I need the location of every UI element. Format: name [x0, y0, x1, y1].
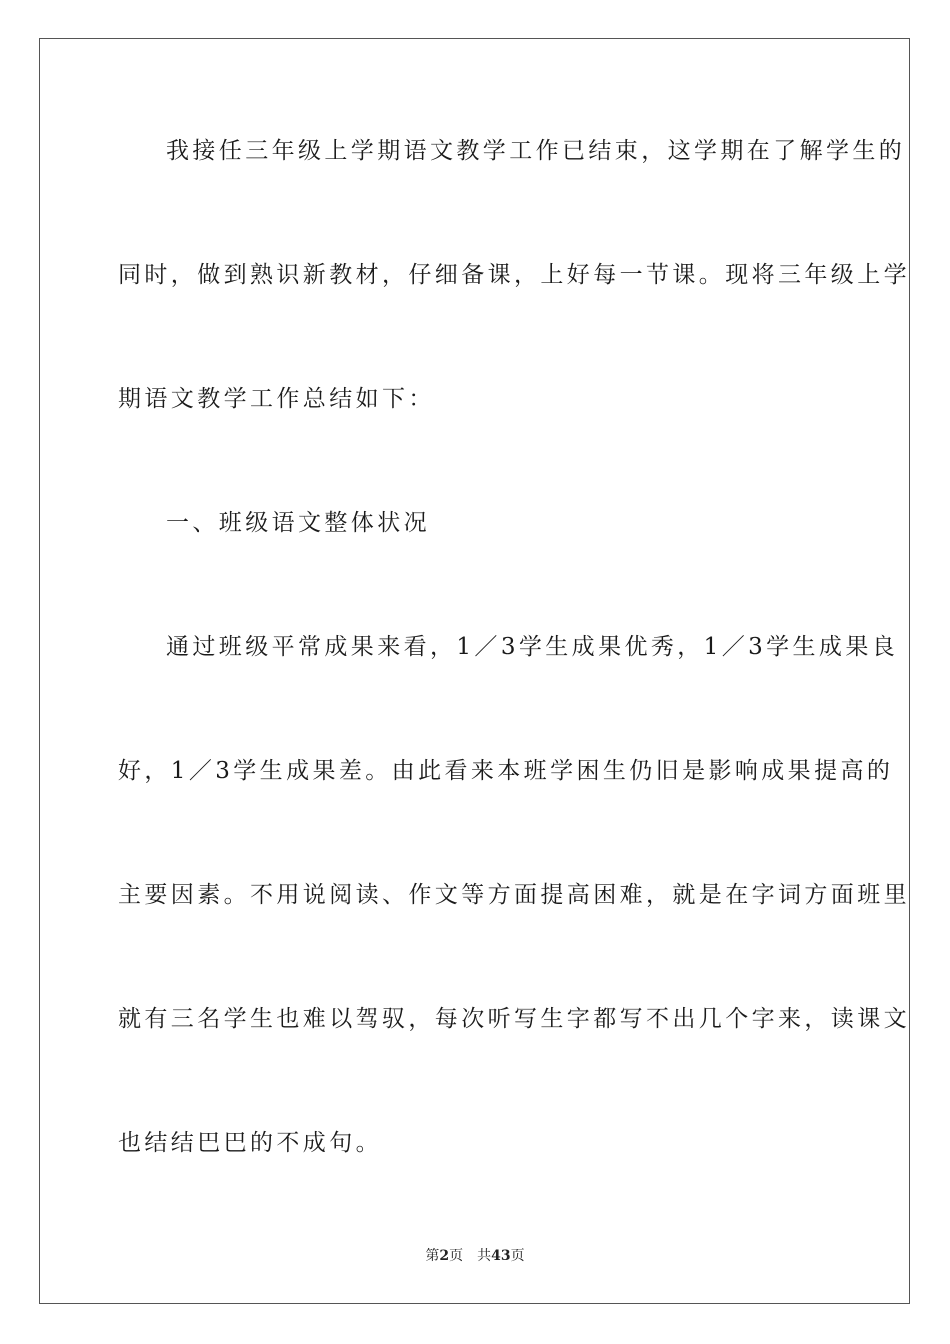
paragraph-2-line-1: 通过班级平常成果来看，1／3学生成果优秀，1／3学生成果良 [166, 634, 899, 660]
paragraph-1-line-3: 期语文教学工作总结如下： [118, 386, 435, 412]
paragraph-2-line-5: 也结结巴巴的不成句。 [118, 1130, 382, 1156]
total-suffix: 页 [510, 1248, 525, 1264]
page-prefix: 第 [425, 1248, 440, 1264]
paragraph-2-line-4: 就有三名学生也难以驾驭，每次听写生字都写不出几个字来，读课文 [118, 1006, 910, 1032]
paragraph-2-line-3: 主要因素。不用说阅读、作文等方面提高困难，就是在字词方面班里 [118, 882, 910, 908]
paragraph-2-line-2: 好，1／3学生成果差。由此看来本班学困生仍旧是影响成果提高的 [118, 758, 894, 784]
total-pages: 43 [491, 1248, 511, 1264]
page-border [39, 38, 910, 1304]
total-prefix: 共 [477, 1248, 492, 1264]
page-footer [0, 1246, 950, 1266]
section-heading: 一、班级语文整体状况 [166, 510, 430, 536]
paragraph-1-line-1: 我接任三年级上学期语文教学工作已结束，这学期在了解学生的 [166, 138, 906, 164]
paragraph-1-line-2: 同时，做到熟识新教材，仔细备课，上好每一节课。现将三年级上学 [118, 262, 910, 288]
page-suffix: 页 [449, 1248, 464, 1264]
page-number: 2 [439, 1248, 450, 1264]
